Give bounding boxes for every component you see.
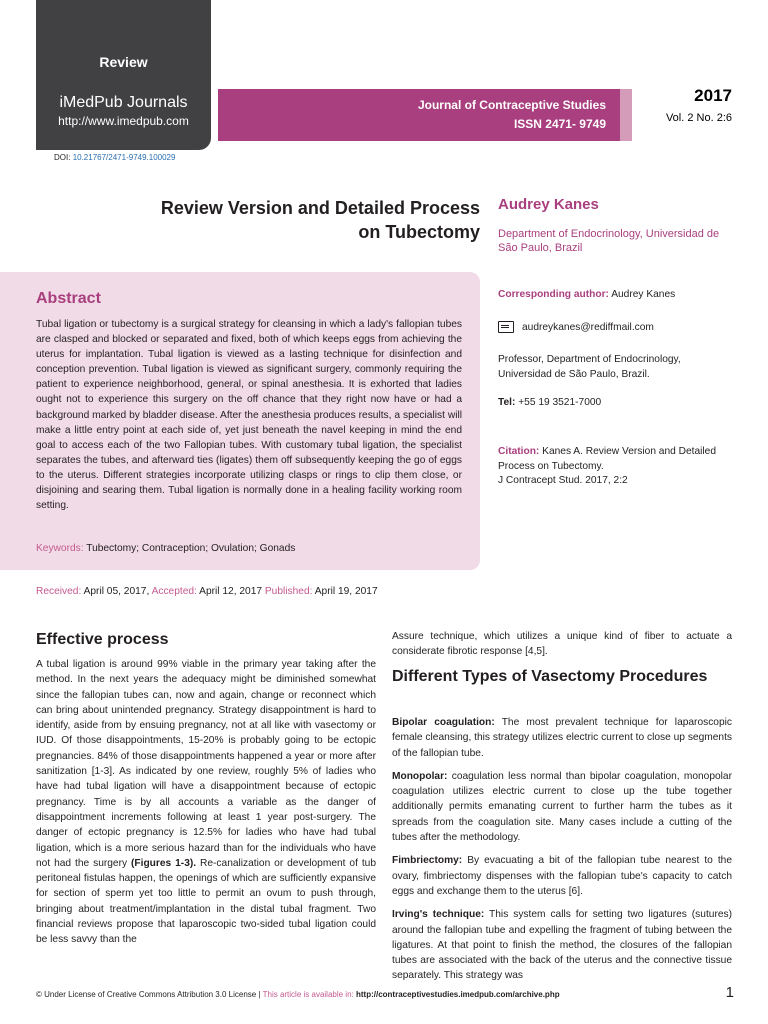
- procedure-item: Bipolar coagulation: The most prevalent technique for laparoscopic female cleansing, this strategy utilizes electric current to close up segments of the fallopian tube.: [392, 717, 732, 759]
- procedure-item: Fimbriectomy: By evacuating a bit of the fallopian tube nearest to the ovary, fimbriectomy dispenses with the fallopian tube's capacity to catch eggs and exchange them to the uterus [6].: [392, 855, 732, 897]
- author-affiliation: Department of Endocrinology, Universidad de São Paulo, Brazil: [498, 228, 720, 254]
- professor-affiliation: Professor, Department of Endocrinology, Universidad de São Paulo, Brazil.: [498, 354, 681, 380]
- keywords: Keywords: Tubectomy; Contraception; Ovulation; Gonads: [36, 543, 296, 554]
- journal-banner: [218, 89, 620, 141]
- article-dates: Received: April 05, 2017, Accepted: April 12, 2017 Published: April 19, 2017: [36, 586, 378, 597]
- publisher-url[interactable]: http://www.imedpub.com: [58, 114, 189, 128]
- section-heading-vasectomy-types: Different Types of Vasectomy Procedures: [392, 668, 708, 685]
- telephone: Tel: +55 19 3521-7000: [498, 397, 602, 408]
- citation: Citation: Kanes A. Review Version and Detailed Process on Tubectomy. J Contracept Stud. 2017, 2:2: [498, 446, 717, 486]
- journal-issn: ISSN 2471- 9749: [513, 117, 606, 131]
- volume-issue: Vol. 2 No. 2:6: [665, 112, 732, 124]
- corresponding-author: Corresponding author: Audrey Kanes: [498, 289, 676, 300]
- journal-title: Journal of Contraceptive Studies: [417, 98, 606, 112]
- footer-license: © Under License of Creative Commons Attribution 3.0 License | This article is available in: http://contraceptivestudies.imedpub.com/archive.php: [36, 990, 560, 999]
- procedure-item: Irving's technique: This system calls for setting two ligatures (sutures) around the fallopian tube and expelling the fragment of tubing between the ligatures. At that point to finish the method, the closures of the fallopian tubes are associated with the back of the uterus and the connective tissue separately. This strategy was: [392, 909, 732, 982]
- doi-link[interactable]: 10.21767/2471-9749.100029: [72, 153, 176, 162]
- page-number: 1: [725, 984, 734, 1001]
- procedure-item: Monopolar: coagulation less normal than bipolar coagulation, monopolar coagulation utilizes electric current to close up the tube together additionally permits emanating current to further harm the tubes as it spreads from the coagulation site. Many cases include a cutting of the tubes after the methodology.: [392, 770, 732, 844]
- continued-paragraph: Assure technique, which utilizes a unique kind of fiber to actuate a considerate fibrotic response [4,5].: [392, 631, 732, 658]
- article-type-label: Review: [99, 54, 148, 70]
- journal-banner-accent: [620, 89, 632, 141]
- envelope-icon: [498, 321, 514, 333]
- archive-link[interactable]: http://contraceptivestudies.imedpub.com/archive.php: [356, 990, 560, 999]
- doi: DOI: 10.21767/2471-9749.100029: [54, 153, 176, 162]
- email-row: [498, 321, 654, 333]
- section-text-effective-process: A tubal ligation is around 99% viable in the primary year taking after the method. In the next years the adequacy might be diminished somewhat since the fallopian tubes can, now and again, change or reconnect which can bring about unintended pregnancy. Strategy disappointment is hard to identify, aside from by ensuing pregnancy, not at all like with vasectomy or IUD. Of those disappointments, 15-20% is probably going to be ectopic pregnancies. 84% of those disappointments happened a year or more after sanitization [1-3]. As indicated by one review, roughly 5% of ladies who have had tubal ligation will have a disappointment because of ectopic pregnancy. Time is by all accounts a variable as the danger of disappointment increments following at least 1 year post-surgery. The danger of ectopic pregnancy is 12.5% for ladies who have had tubal ligation, which is a more serious hazard than for the individuals who have not had the surgery (Figures 1-3). Re-canalization or development of tub peritoneal fistulas happen, the openings of which are sufficiently expansive for section of sperm yet too little to permit an ovum to push through, bringing about treatment/implantation in the distal tubal fragment. Two financial reviews propose that laparoscopic two-sided tubal ligation could be less savvy than the: [36, 659, 376, 946]
- procedure-list: [392, 715, 732, 992]
- publication-year: 2017: [694, 86, 732, 105]
- email-link[interactable]: audreykanes@rediffmail.com: [522, 321, 654, 333]
- author-name: Audrey Kanes: [498, 196, 599, 213]
- article-title: Review Version and Detailed Process on Tubectomy: [160, 198, 480, 242]
- abstract-heading: Abstract: [36, 290, 101, 307]
- figure-reference[interactable]: (Figures 1-3).: [131, 857, 197, 869]
- publisher-name: iMedPub Journals: [59, 94, 188, 111]
- section-heading-effective-process: Effective process: [36, 631, 169, 648]
- abstract-text: Tubal ligation or tubectomy is a surgical strategy for cleansing in which a lady's fallopian tubes are clasped and blocked or separated and fixed, both of which keeps eggs from achieving the uterus for implantation. Tubal ligation is viewed as a lasting technique for disinfection and conception prevention. Tubal ligation is viewed as significant surgery, commonly requiring the patient to experience neighborhood, general, or spinal anesthesia. It is exhorted that ladies ought not to experience this surgery on the off chance that they right now have or had a background marked by bladder disease. After the anesthesia produces results, a specialist will make a little entry point at each side of, yet just beneath the navel keeping in mind the end goal to access each of the two Fallopian tubes. With customary tubal ligation, the specialist separates the tubes, and afterward ties (ligates) them off subsequently keeping the go of eggs to the uterus. Different strategies incorporate utilizing clasps or rings to clip them close, or disjoining and searing them. Tubal ligation is normally done in a healing facility working room setting.: [36, 319, 462, 512]
